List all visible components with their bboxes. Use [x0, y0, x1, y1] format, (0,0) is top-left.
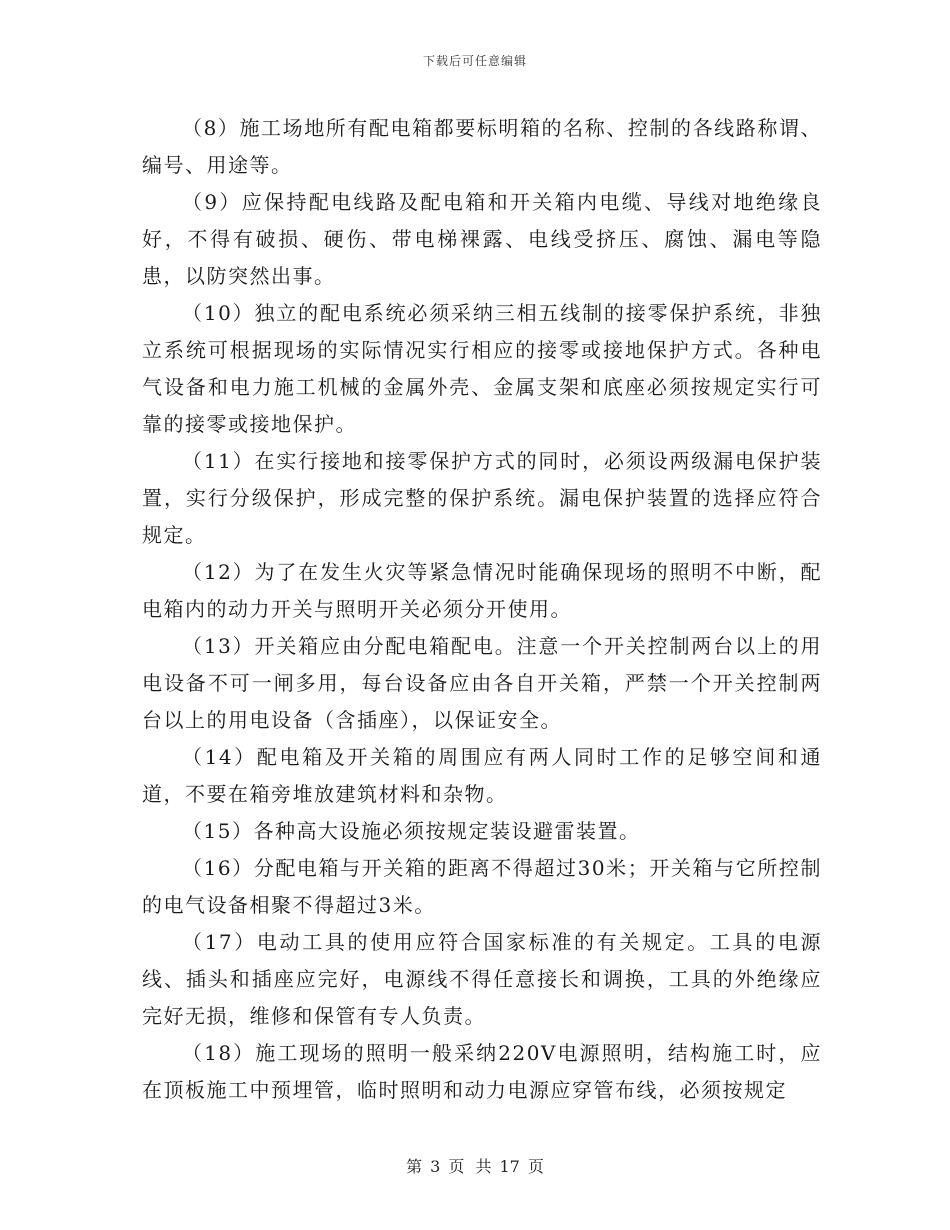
paragraph-12: （12）为了在发生火灾等紧急情况时能确保现场的照明不中断，配电箱内的动力开关与照明开关必须分开使用。 [142, 560, 822, 621]
paragraph-16: （16）分配电箱与开关箱的距离不得超过30米；开关箱与它所控制的电气设备相聚不得超过3米。 [142, 856, 822, 917]
paragraph-18: （18）施工现场的照明一般采纳220V电源照明，结构施工时，应在顶板施工中预埋管，临时照明和动力电源应穿管布线，必须按规定 [142, 1041, 822, 1102]
paragraph-15: （15）各种高大设施必须按规定装设避雷装置。 [182, 819, 641, 843]
paragraph-9: （9）应保持配电线路及配电箱和开关箱内电缆、导线对地绝缘良好，不得有破损、硬伤、带电梯裸露、电线受挤压、腐蚀、漏电等隐患，以防突然出事。 [142, 190, 822, 288]
page-footer [0, 1154, 950, 1177]
paragraph-13: （13）开关箱应由分配电箱配电。注意一个开关控制两台以上的用电设备不可一闸多用，每台设备应由各自开关箱，严禁一个开关控制两台以上的用电设备（含插座），以保证安全。 [142, 634, 822, 732]
footer-middle: 页 共 [448, 1157, 492, 1176]
paragraph-14: （14）配电箱及开关箱的周围应有两人同时工作的足够空间和通道，不要在箱旁堆放建筑材料和杂物。 [142, 745, 822, 806]
page-number: 3 [430, 1157, 441, 1176]
footer-prefix: 第 [406, 1157, 423, 1176]
document-body [142, 110, 822, 1109]
footer-suffix: 页 [527, 1157, 544, 1176]
page-header: 下载后可任意编辑 [422, 54, 527, 68]
paragraph-17: （17）电动工具的使用应符合国家标准的有关规定。工具的电源线、插头和插座应完好，电源线不得任意接长和调换，工具的外绝缘应完好无损，维修和保管有专人负责。 [142, 930, 822, 1028]
paragraph-10: （10）独立的配电系统必须采纳三相五线制的接零保护系统，非独立系统可根据现场的实际情况实行相应的接零或接地保护方式。各种电气设备和电力施工机械的金属外壳、金属支架和底座必须按规定实行可靠的接零或接地保护。 [142, 301, 822, 436]
paragraph-11: （11）在实行接地和接零保护方式的同时，必须设两级漏电保护装置，实行分级保护，形成完整的保护系统。漏电保护装置的选择应符合规定。 [142, 449, 822, 547]
total-pages: 17 [499, 1157, 520, 1176]
paragraph-8: （8）施工场地所有配电箱都要标明箱的名称、控制的各线路称谓、编号、用途等。 [142, 116, 822, 177]
